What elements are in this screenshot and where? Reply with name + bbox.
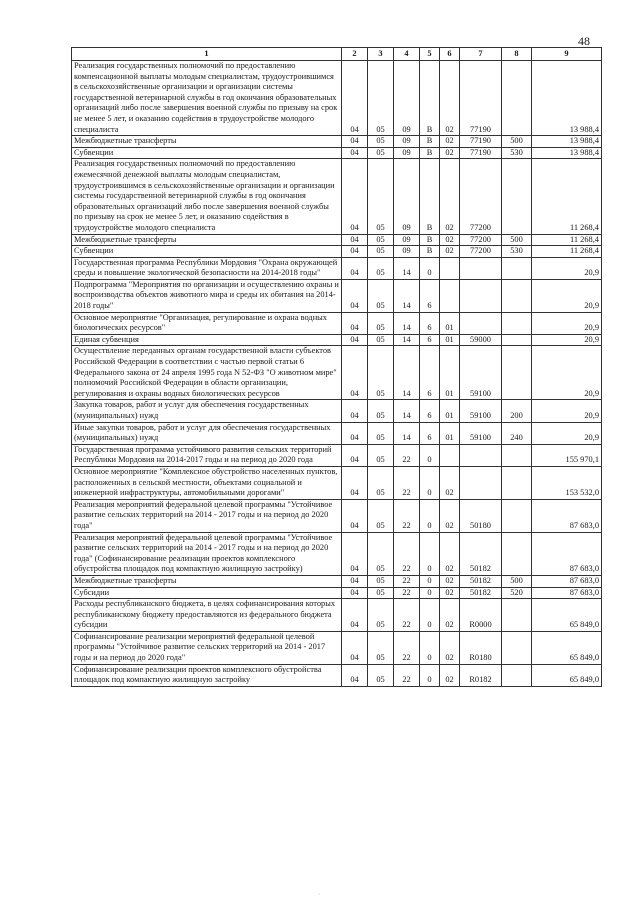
cell-program: 14 xyxy=(394,312,420,334)
cell-activity: 01 xyxy=(440,312,460,334)
table-row xyxy=(72,246,602,258)
row-description: Основное мероприятие "Организация, регулирование и охрана водных биологических ресурсов" xyxy=(72,312,342,334)
column-header: 1 xyxy=(72,48,342,61)
table-row xyxy=(72,575,602,587)
column-header: 4 xyxy=(394,48,420,61)
cell-ministry: 04 xyxy=(342,466,368,499)
cell-direction: 50182 xyxy=(460,575,502,587)
cell-program: 14 xyxy=(394,400,420,422)
cell-amount: 20,9 xyxy=(532,422,602,444)
row-description: Закупка товаров, работ и услуг для обеспечения государственных (муниципальных) нужд xyxy=(72,400,342,422)
cell-direction: 77200 xyxy=(460,246,502,258)
cell-section: 05 xyxy=(368,234,394,246)
cell-expense-type xyxy=(502,61,532,136)
cell-ministry: 04 xyxy=(342,575,368,587)
cell-ministry: 04 xyxy=(342,444,368,466)
row-description: Государственная программа устойчивого развития сельских территорий Республики Мордовия на 2014-2017 годы и на период до 2020 года xyxy=(72,444,342,466)
cell-activity xyxy=(440,444,460,466)
cell-activity: 02 xyxy=(440,159,460,234)
table-header-row xyxy=(72,48,602,61)
cell-amount: 13 988,4 xyxy=(532,147,602,159)
cell-section: 05 xyxy=(368,466,394,499)
cell-expense-type: 530 xyxy=(502,147,532,159)
cell-direction xyxy=(460,279,502,312)
cell-ministry: 04 xyxy=(342,334,368,346)
table-row xyxy=(72,147,602,159)
cell-subprogram: 0 xyxy=(420,587,440,599)
cell-ministry: 04 xyxy=(342,257,368,279)
cell-section: 05 xyxy=(368,575,394,587)
table-row xyxy=(72,400,602,422)
row-description: Субсидии xyxy=(72,587,342,599)
cell-amount: 65 849,0 xyxy=(532,631,602,664)
cell-expense-type xyxy=(502,599,532,632)
cell-ministry: 04 xyxy=(342,346,368,400)
cell-expense-type xyxy=(502,346,532,400)
table-body xyxy=(72,61,602,687)
cell-ministry: 04 xyxy=(342,147,368,159)
cell-program: 22 xyxy=(394,664,420,686)
cell-program: 09 xyxy=(394,136,420,148)
cell-program: 22 xyxy=(394,575,420,587)
cell-program: 09 xyxy=(394,61,420,136)
row-description: Иные закупки товаров, работ и услуг для обеспечения государственных (муниципальных) нужд xyxy=(72,422,342,444)
cell-direction xyxy=(460,312,502,334)
cell-ministry: 04 xyxy=(342,532,368,575)
table-row xyxy=(72,136,602,148)
cell-expense-type xyxy=(502,334,532,346)
cell-activity: 02 xyxy=(440,136,460,148)
cell-activity: 02 xyxy=(440,664,460,686)
row-description: Основное мероприятие "Комплексное обустройство населенных пунктов, расположенных в сельской местности, объектами социальной и инженерной инфраструктуры, автомобильными дорогами" xyxy=(72,466,342,499)
cell-direction: 50182 xyxy=(460,532,502,575)
cell-expense-type xyxy=(502,532,532,575)
column-header: 7 xyxy=(460,48,502,61)
cell-expense-type xyxy=(502,499,532,532)
cell-program: 22 xyxy=(394,599,420,632)
cell-subprogram: 0 xyxy=(420,631,440,664)
cell-section: 05 xyxy=(368,532,394,575)
cell-amount: 65 849,0 xyxy=(532,664,602,686)
cell-direction: 77190 xyxy=(460,136,502,148)
cell-amount: 87 683,0 xyxy=(532,532,602,575)
cell-expense-type: 200 xyxy=(502,400,532,422)
cell-section: 05 xyxy=(368,257,394,279)
cell-program: 22 xyxy=(394,631,420,664)
cell-activity xyxy=(440,279,460,312)
cell-amount: 155 970,1 xyxy=(532,444,602,466)
cell-subprogram: 0 xyxy=(420,575,440,587)
cell-ministry: 04 xyxy=(342,61,368,136)
cell-subprogram: 6 xyxy=(420,346,440,400)
cell-section: 05 xyxy=(368,664,394,686)
cell-direction: R0180 xyxy=(460,631,502,664)
cell-section: 05 xyxy=(368,246,394,258)
cell-section: 05 xyxy=(368,147,394,159)
cell-direction: 50180 xyxy=(460,499,502,532)
cell-program: 22 xyxy=(394,499,420,532)
cell-program: 22 xyxy=(394,587,420,599)
table-row xyxy=(72,466,602,499)
cell-program: 14 xyxy=(394,279,420,312)
cell-amount: 65 849,0 xyxy=(532,599,602,632)
cell-expense-type: 500 xyxy=(502,136,532,148)
table-row xyxy=(72,279,602,312)
cell-subprogram: В xyxy=(420,246,440,258)
cell-direction: R0000 xyxy=(460,599,502,632)
cell-amount: 11 268,4 xyxy=(532,246,602,258)
cell-amount: 87 683,0 xyxy=(532,587,602,599)
column-header: 8 xyxy=(502,48,532,61)
footer-mark: · xyxy=(318,892,320,898)
cell-expense-type xyxy=(502,312,532,334)
cell-section: 05 xyxy=(368,346,394,400)
cell-activity: 02 xyxy=(440,532,460,575)
row-description: Осуществление переданных органам государственной власти субъектов Российской Федерации в соответствии с частью первой статьи 6 Федерального закона от 24 апреля 1995 года N 52-ФЗ "О животном мире" полномочий Российской Федерации в области организации, регулирования и охраны водных биологических ресурсов xyxy=(72,346,342,400)
cell-direction: 77200 xyxy=(460,234,502,246)
cell-amount: 20,9 xyxy=(532,334,602,346)
cell-expense-type xyxy=(502,159,532,234)
row-description: Субвенции xyxy=(72,147,342,159)
cell-amount: 87 683,0 xyxy=(532,499,602,532)
row-description: Расходы республиканского бюджета, в целях софинансирования которых республиканскому бюджету предоставляются из федерального бюджета субсидии xyxy=(72,599,342,632)
cell-activity: 02 xyxy=(440,499,460,532)
table-row xyxy=(72,664,602,686)
cell-direction: 59000 xyxy=(460,334,502,346)
cell-program: 14 xyxy=(394,422,420,444)
row-description: Реализация государственных полномочий по предоставлению ежемесячной денежной выплаты молодым специалистам, трудоустроившимся в сельскохозяйственные организации и организации системы государственной ветеринарной службы в год окончания образовательных организаций либо после завершения военной службы по призыву на срок не менее 5 лет, и оказанию содействия в трудоустройстве молодого специалиста xyxy=(72,159,342,234)
cell-subprogram: В xyxy=(420,234,440,246)
cell-subprogram: 0 xyxy=(420,257,440,279)
cell-program: 22 xyxy=(394,466,420,499)
cell-program: 14 xyxy=(394,334,420,346)
table-row xyxy=(72,159,602,234)
cell-ministry: 04 xyxy=(342,136,368,148)
cell-ministry: 04 xyxy=(342,599,368,632)
cell-subprogram: 6 xyxy=(420,422,440,444)
cell-direction xyxy=(460,257,502,279)
table-row xyxy=(72,61,602,136)
cell-section: 05 xyxy=(368,61,394,136)
cell-subprogram: 0 xyxy=(420,664,440,686)
cell-subprogram: 6 xyxy=(420,312,440,334)
row-description: Единая субвенция xyxy=(72,334,342,346)
cell-direction xyxy=(460,444,502,466)
cell-activity: 02 xyxy=(440,587,460,599)
row-description: Подпрограмма "Мероприятия по организации и осуществлению охраны и воспроизводства объектов животного мира и среды их обитания на 2014-2018 годы" xyxy=(72,279,342,312)
cell-ministry: 04 xyxy=(342,499,368,532)
cell-subprogram: 0 xyxy=(420,599,440,632)
cell-amount: 11 268,4 xyxy=(532,234,602,246)
row-description: Межбюджетные трансферты xyxy=(72,136,342,148)
cell-ministry: 04 xyxy=(342,312,368,334)
row-description: Реализация мероприятий федеральной целевой программы "Устойчивое развитие сельских территорий на 2014 - 2017 годы и на период до 2020 года" (Софинансирование реализации проектов комплексного обустройства площадок под компактную жилищную застройку) xyxy=(72,532,342,575)
column-header: 6 xyxy=(440,48,460,61)
cell-program: 14 xyxy=(394,346,420,400)
table-row xyxy=(72,631,602,664)
row-description: Межбюджетные трансферты xyxy=(72,575,342,587)
column-header: 2 xyxy=(342,48,368,61)
cell-direction: 77200 xyxy=(460,159,502,234)
cell-ministry: 04 xyxy=(342,279,368,312)
table-row xyxy=(72,334,602,346)
cell-activity: 01 xyxy=(440,346,460,400)
cell-activity: 02 xyxy=(440,599,460,632)
cell-program: 09 xyxy=(394,246,420,258)
cell-section: 05 xyxy=(368,400,394,422)
cell-ministry: 04 xyxy=(342,664,368,686)
cell-program: 22 xyxy=(394,444,420,466)
table-row xyxy=(72,257,602,279)
cell-subprogram: В xyxy=(420,61,440,136)
cell-ministry: 04 xyxy=(342,400,368,422)
table-row xyxy=(72,532,602,575)
page-number: 48 xyxy=(578,34,590,48)
table-row xyxy=(72,346,602,400)
cell-activity xyxy=(440,257,460,279)
cell-direction: 77190 xyxy=(460,61,502,136)
cell-subprogram: 0 xyxy=(420,444,440,466)
row-description: Реализация мероприятий федеральной целевой программы "Устойчивое развитие сельских территорий на 2014 - 2017 годы и на период до 2020 года" xyxy=(72,499,342,532)
cell-section: 05 xyxy=(368,631,394,664)
cell-section: 05 xyxy=(368,136,394,148)
budget-table xyxy=(71,47,602,687)
row-description: Реализация государственных полномочий по предоставлению компенсационной выплаты молодым специалистам, трудоустроившимся в сельскохозяйственные организации и организации системы государственной ветеринарной службы в год окончания образовательных организаций либо после завершения военной службы по призыву на срок не менее 5 лет, и оказанию содействия в трудоустройстве молодого специалиста xyxy=(72,61,342,136)
cell-expense-type xyxy=(502,466,532,499)
cell-ministry: 04 xyxy=(342,246,368,258)
cell-ministry: 04 xyxy=(342,234,368,246)
cell-expense-type xyxy=(502,444,532,466)
row-description: Межбюджетные трансферты xyxy=(72,234,342,246)
cell-program: 14 xyxy=(394,257,420,279)
cell-ministry: 04 xyxy=(342,422,368,444)
cell-expense-type: 240 xyxy=(502,422,532,444)
cell-subprogram: 6 xyxy=(420,400,440,422)
cell-activity: 01 xyxy=(440,400,460,422)
cell-activity: 02 xyxy=(440,575,460,587)
cell-expense-type: 530 xyxy=(502,246,532,258)
cell-direction: 77190 xyxy=(460,147,502,159)
cell-amount: 13 988,4 xyxy=(532,136,602,148)
cell-subprogram: 6 xyxy=(420,334,440,346)
cell-direction: 59100 xyxy=(460,422,502,444)
cell-section: 05 xyxy=(368,422,394,444)
cell-direction: 50182 xyxy=(460,587,502,599)
cell-expense-type: 520 xyxy=(502,587,532,599)
cell-activity: 02 xyxy=(440,631,460,664)
row-description: Софинансирование реализации проектов комплексного обустройства площадок под компактную жилищную застройку xyxy=(72,664,342,686)
cell-program: 09 xyxy=(394,159,420,234)
cell-expense-type xyxy=(502,664,532,686)
cell-amount: 13 988,4 xyxy=(532,61,602,136)
cell-section: 05 xyxy=(368,587,394,599)
cell-subprogram: 0 xyxy=(420,466,440,499)
table-row xyxy=(72,422,602,444)
cell-section: 05 xyxy=(368,334,394,346)
table-row xyxy=(72,499,602,532)
cell-section: 05 xyxy=(368,279,394,312)
cell-amount: 87 683,0 xyxy=(532,575,602,587)
cell-program: 09 xyxy=(394,147,420,159)
cell-ministry: 04 xyxy=(342,159,368,234)
cell-program: 22 xyxy=(394,532,420,575)
cell-expense-type xyxy=(502,257,532,279)
cell-activity: 01 xyxy=(440,422,460,444)
cell-activity: 02 xyxy=(440,61,460,136)
cell-amount: 20,9 xyxy=(532,346,602,400)
cell-direction: R0182 xyxy=(460,664,502,686)
cell-amount: 153 532,0 xyxy=(532,466,602,499)
table-row xyxy=(72,234,602,246)
cell-amount: 20,9 xyxy=(532,312,602,334)
cell-amount: 20,9 xyxy=(532,257,602,279)
cell-activity: 02 xyxy=(440,466,460,499)
cell-activity: 02 xyxy=(440,234,460,246)
cell-ministry: 04 xyxy=(342,587,368,599)
table-row xyxy=(72,599,602,632)
table-row xyxy=(72,587,602,599)
cell-subprogram: 0 xyxy=(420,499,440,532)
cell-subprogram: 6 xyxy=(420,279,440,312)
column-header: 9 xyxy=(532,48,602,61)
cell-expense-type xyxy=(502,631,532,664)
cell-subprogram: 0 xyxy=(420,532,440,575)
table-row xyxy=(72,444,602,466)
cell-activity: 01 xyxy=(440,334,460,346)
cell-direction xyxy=(460,466,502,499)
cell-section: 05 xyxy=(368,159,394,234)
cell-amount: 20,9 xyxy=(532,400,602,422)
cell-subprogram: В xyxy=(420,147,440,159)
cell-activity: 02 xyxy=(440,246,460,258)
cell-section: 05 xyxy=(368,599,394,632)
cell-direction: 59100 xyxy=(460,346,502,400)
column-header: 5 xyxy=(420,48,440,61)
column-header: 3 xyxy=(368,48,394,61)
cell-ministry: 04 xyxy=(342,631,368,664)
cell-section: 05 xyxy=(368,312,394,334)
row-description: Софинансирование реализации мероприятий федеральной целевой программы "Устойчивое развитие сельских территорий на 2014 - 2017 годы и на период до 2020 года" xyxy=(72,631,342,664)
table-row xyxy=(72,312,602,334)
cell-expense-type: 500 xyxy=(502,575,532,587)
cell-amount: 20,9 xyxy=(532,279,602,312)
cell-activity: 02 xyxy=(440,147,460,159)
cell-subprogram: В xyxy=(420,159,440,234)
cell-section: 05 xyxy=(368,444,394,466)
cell-direction: 59100 xyxy=(460,400,502,422)
row-description: Государственная программа Республики Мордовия "Охрана окружающей среды и повышение экологической безопасности на 2014-2018 годы" xyxy=(72,257,342,279)
cell-expense-type xyxy=(502,279,532,312)
cell-section: 05 xyxy=(368,499,394,532)
cell-expense-type: 500 xyxy=(502,234,532,246)
row-description: Субвенции xyxy=(72,246,342,258)
cell-amount: 11 268,4 xyxy=(532,159,602,234)
cell-program: 09 xyxy=(394,234,420,246)
cell-subprogram: В xyxy=(420,136,440,148)
